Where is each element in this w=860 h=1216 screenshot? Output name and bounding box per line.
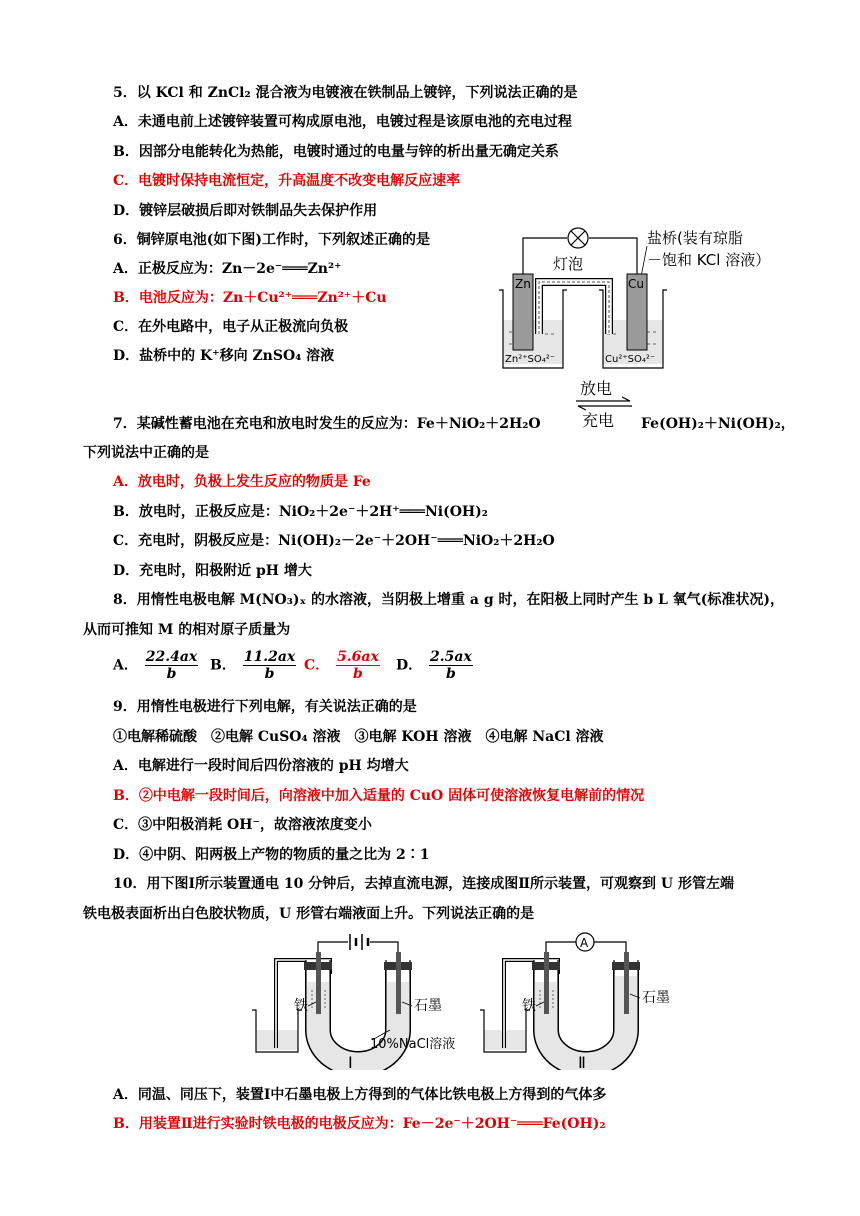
charge-label: 充电 [582, 411, 615, 430]
fig1-iron-label: 铁 [294, 998, 308, 1014]
q10-option-a: A．同温、同压下，装置Ⅰ中石墨电极上方得到的气体比铁电极上方得到的气体多 [113, 1087, 607, 1103]
galvanic-cell-figure [495, 222, 805, 372]
q8-option-d: D． $\frac{2.5ax}{b}$ [396, 649, 472, 682]
fig2-graphite-label: 石墨 [642, 990, 670, 1006]
q8-option-c: C． $\frac{5.6ax}{b}$ [304, 649, 379, 682]
q9-option-c: C．③中阳极消耗 OH⁻，故溶液浓度变小 [113, 817, 372, 833]
q10-stem: 10．用下图Ⅰ所示装置通电 10 分钟后，去掉直流电源，连接成图Ⅱ所示装置，可观察到 U 形管左端 [113, 876, 735, 892]
q5-option-d: D．镀锌层破损后即对铁制品失去保护作用 [113, 203, 378, 219]
right-solution-label: Cu²⁺SO₄²⁻ [605, 354, 656, 365]
q10-stem-line2: 铁电极表面析出白色胶状物质，U 形管右端液面上升。下列说法正确的是 [83, 906, 535, 922]
zinc-label: Zn [515, 277, 531, 291]
ammeter-label: A [580, 936, 589, 950]
q5-option-b: B．因部分电能转化为热能，电镀时通过的电量与锌的析出量无确定关系 [113, 144, 559, 160]
fig1-solution-label: 10%NaCl溶液 [370, 1037, 456, 1052]
q5-stem: 5．以 KCl 和 ZnCl₂ 混合液为电镀液在铁制品上镀锌，下列说法正确的是 [113, 85, 578, 101]
ammeter-icon [576, 933, 594, 951]
q7-stem-right: Fe(OH)₂＋Ni(OH)₂， [641, 416, 795, 432]
q5-option-a: A．未通电前上述镀锌装置可构成原电池，电镀过程是该原电池的充电过程 [113, 114, 572, 130]
q9-items: ①电解稀硫酸 ②电解 CuSO₄ 溶液 ③电解 KOH 溶液 ④电解 NaCl 溶液 [113, 729, 604, 745]
q8-stem: 8．用惰性电极电解 M(NO₃)ₓ 的水溶液，当阴极上增重 a g 时，在阳极上同时产生 b L 氧气(标准状况)， [113, 592, 784, 608]
q7-option-a: A．放电时，负极上发生反应的物质是 Fe [113, 474, 371, 490]
copper-label: Cu [628, 277, 644, 291]
q9-stem: 9．用惰性电极进行下列电解，有关说法正确的是 [113, 699, 417, 715]
lamp-label: 灯泡 [553, 255, 584, 273]
q7-stem-left: 7．某碱性蓄电池在充电和放电时发生的反应为：Fe＋NiO₂＋2H₂O [113, 416, 541, 432]
q9-option-a: A．电解进行一段时间后四份溶液的 pH 均增大 [113, 758, 409, 774]
q10-option-b: B．用装置Ⅱ进行实验时铁电极的电极反应为：Fe－2e⁻＋2OH⁻═══Fe(OH)₂ [113, 1116, 606, 1132]
u-tube-figures [250, 930, 670, 1070]
q6-option-b: B．电池反应为：Zn＋Cu²⁺═══Zn²⁺＋Cu [113, 290, 387, 306]
q5-option-c: C．电镀时保持电流恒定，升高温度不改变电解反应速率 [113, 173, 461, 189]
q6-option-d: D．盐桥中的 K⁺移向 ZnSO₄ 溶液 [113, 348, 335, 364]
reversible-arrow [574, 376, 634, 430]
figure-2-label: Ⅱ [578, 1053, 586, 1070]
q7-option-d: D．充电时，阳极附近 pH 增大 [113, 563, 312, 579]
q8-stem-line2: 从而可推知 M 的相对原子质量为 [83, 622, 291, 638]
salt-bridge-label-2: －饱和 KCl 溶液） [647, 251, 771, 269]
figure-1-label: Ⅰ [348, 1053, 353, 1070]
q8-option-a: A． $\frac{22.4ax}{b}$ [113, 649, 198, 682]
q6-option-a: A．正极反应为：Zn－2e⁻═══Zn²⁺ [113, 261, 342, 277]
fig2-iron-label: 铁 [522, 998, 536, 1014]
salt-bridge-label-1: 盐桥(装有琼脂 [647, 229, 743, 247]
lamp-icon [568, 228, 588, 248]
q7-option-b: B．放电时，正极反应是：NiO₂＋2e⁻＋2H⁺═══Ni(OH)₂ [113, 504, 488, 520]
left-solution-label: Zn²⁺SO₄²⁻ [505, 354, 555, 365]
q7-stem-line2: 下列说法中正确的是 [83, 445, 209, 461]
figure-1 [252, 934, 455, 1070]
fig1-graphite-label: 石墨 [414, 998, 442, 1014]
figure-2 [480, 933, 670, 1070]
q6-stem: 6．铜锌原电池(如下图)工作时，下列叙述正确的是 [113, 232, 430, 248]
discharge-label: 放电 [580, 379, 613, 398]
q9-option-d: D．④中阴、阳两极上产物的物质的量之比为 2∶1 [113, 847, 430, 863]
q8-option-b: B． $\frac{11.2ax}{b}$ [210, 649, 296, 682]
q9-option-b: B．②中电解一段时间后，向溶液中加入适量的 CuO 固体可使溶液恢复电解前的情况 [113, 788, 645, 804]
q7-option-c: C．充电时，阴极反应是：Ni(OH)₂－2e⁻＋2OH⁻═══NiO₂＋2H₂O [113, 533, 555, 549]
q6-option-c: C．在外电路中，电子从正极流向负极 [113, 319, 349, 335]
